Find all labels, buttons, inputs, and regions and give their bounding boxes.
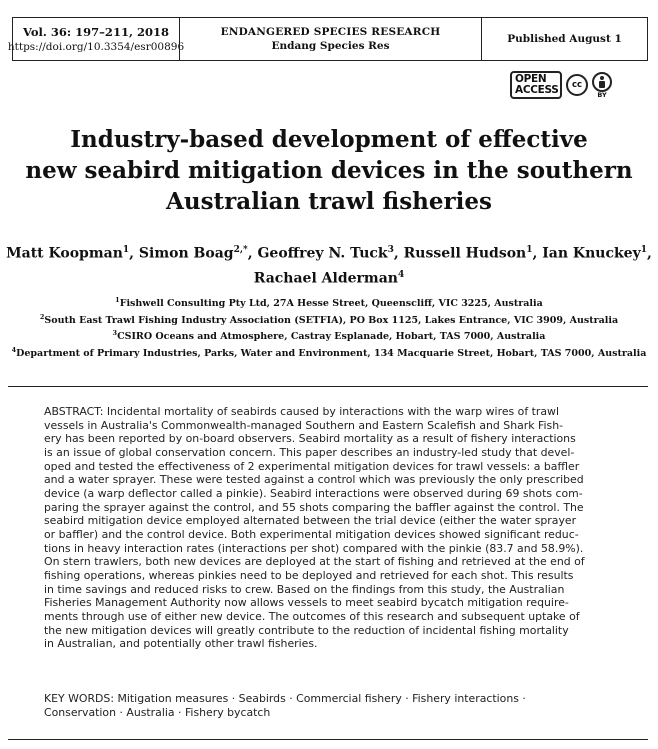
abstract-line: or baffler) and the control device. Both experimental mitigation devices showed significant reduc- bbox=[44, 527, 579, 541]
abstract-line: ABSTRACT: Incidental mortality of seabirds caused by interactions with the warp wires of trawl bbox=[44, 405, 559, 418]
doi-link[interactable]: https://doi.org/10.3354/esr00896 bbox=[7, 41, 185, 53]
author-name: Rachael Alderman bbox=[253, 270, 398, 287]
open-access-line1: OPEN bbox=[515, 73, 547, 85]
journal-abbreviation: Endang Species Res bbox=[271, 40, 390, 52]
author-affil-mark: 1 bbox=[122, 245, 130, 255]
author-name: Russell Hudson bbox=[403, 245, 527, 262]
attribution-label: BY bbox=[597, 90, 607, 99]
author-affil-mark: 3 bbox=[387, 245, 394, 255]
author-line-1: Matt Koopman$^1$, Simon Boag$^{2,*}$, Geoffrey N. Tuck$^3$, Russell Hudson$^1$, Ian Knuckey$^1$, bbox=[6, 245, 652, 262]
author-affil-mark: 1 bbox=[640, 245, 647, 255]
author-name: Ian Knuckey bbox=[542, 245, 641, 262]
attribution-icon[interactable] bbox=[592, 72, 612, 99]
abstract-line: fishing operations, whereas pinkies need to be deployed and retrieved for each shot. This results bbox=[44, 568, 574, 582]
affiliations bbox=[0, 294, 658, 361]
divider bbox=[8, 739, 648, 740]
header-publication bbox=[481, 18, 647, 60]
affiliation-item: $^4$Department of Primary Industries, Parks, Water and Environment, 134 Macquarie Street, Hobart, TAS 7000, Australia bbox=[11, 345, 647, 360]
header-journal bbox=[179, 18, 481, 60]
author-affil-mark: 4 bbox=[397, 269, 405, 280]
journal-header bbox=[7, 17, 648, 61]
author-line-2 bbox=[0, 265, 658, 290]
affiliation-item: $^1$Fishwell Consulting Pty Ltd, 27A Hesse Street, Queenscliff, VIC 3225, Australia bbox=[115, 296, 543, 310]
open-access-line2: ACCESS bbox=[515, 84, 559, 96]
author-name: Simon Boag bbox=[138, 245, 234, 262]
abstract-line: device (a warp deflector called a pinkie). Seabird interactions were observed during 69 shots com- bbox=[44, 486, 583, 500]
divider bbox=[8, 386, 648, 387]
abstract-line: ments through use of either new device. The outcomes of this research and subsequent uptake of bbox=[44, 609, 580, 623]
abstract-line: is an issue of global conservation concern. This paper describes an industry-led study that devel- bbox=[44, 445, 575, 459]
open-access-badge[interactable] bbox=[510, 71, 562, 99]
author-name: Matt Koopman bbox=[6, 245, 123, 262]
keywords-line: Conservation · Australia · Fishery bycatch bbox=[44, 706, 271, 719]
publication-date: Published August 1 bbox=[507, 33, 622, 45]
abstract-line: seabird mitigation device employed alternated between the trial device (either the water sprayer bbox=[44, 514, 577, 528]
title-line: Australian trawl fisheries bbox=[166, 188, 492, 215]
header-citation bbox=[7, 18, 185, 60]
affiliation-item: $^2$South East Trawl Fishing Industry Association (SETFIA), PO Box 1125, Lakes Entrance, VIC 3909, Australia bbox=[39, 312, 619, 326]
abstract-line: the new mitigation devices will greatly contribute to the reduction of incidental fishing mortality bbox=[44, 623, 569, 637]
person-icon bbox=[592, 72, 612, 92]
abstract-line: vessels in Australia's Commonwealth-managed Southern and Eastern Scalefish and Shark Fish- bbox=[44, 418, 564, 432]
author-affil-mark: 1 bbox=[526, 245, 533, 255]
abstract-line: in Australian, and potentially other trawl fisheries. bbox=[44, 637, 318, 651]
author-affil-mark: 2,* bbox=[233, 245, 248, 255]
title-line: new seabird mitigation devices in the southern bbox=[25, 157, 633, 184]
author-name: Geoffrey N. Tuck bbox=[257, 245, 388, 262]
creative-commons-icon[interactable]: cc bbox=[566, 74, 588, 96]
volume-info: Vol. 36: 197–211, 2018 bbox=[23, 25, 169, 39]
abstract-line: oped and tested the effectiveness of 2 experimental mitigation devices for trawl vessels: a baffler bbox=[44, 459, 580, 473]
affiliation-item: $^3$CSIRO Oceans and Atmosphere, Castray Esplanade, Hobart, TAS 7000, Australia bbox=[112, 329, 546, 343]
abstract bbox=[44, 405, 610, 651]
abstract-line: paring the sprayer against the control, and 55 shots comparing the baffler against the control. The bbox=[44, 500, 584, 514]
title-line: Industry-based development of effective bbox=[70, 126, 588, 153]
keywords-line: KEY WORDS: Mitigation measures · Seabirds · Commercial fishery · Fishery interactions · bbox=[44, 692, 526, 705]
abstract-line: ery has been reported by on-board observers. Seabird mortality as a result of fishery interactions bbox=[44, 432, 576, 446]
journal-name: ENDANGERED SPECIES RESEARCH bbox=[220, 26, 441, 38]
license-badges bbox=[510, 70, 612, 100]
abstract-line: Fisheries Management Authority now allows vessels to meet seabird bycatch mitigation require- bbox=[44, 596, 569, 610]
author-list bbox=[0, 240, 658, 289]
article-title bbox=[0, 124, 658, 217]
abstract-line: On stern trawlers, both new devices are deployed at the start of fishing and retrieved at the end of bbox=[44, 555, 585, 569]
abstract-line: in time savings and reduced risks to crew. Based on the findings from this study, the Australian bbox=[44, 582, 565, 596]
abstract-line: tions in heavy interaction rates (interactions per shot) compared with the pinkie (83.7 and 58.9%). bbox=[44, 541, 584, 555]
keywords bbox=[44, 692, 610, 720]
abstract-line: and a water sprayer. These were tested against a control which was previously the only prescribed bbox=[44, 473, 584, 487]
